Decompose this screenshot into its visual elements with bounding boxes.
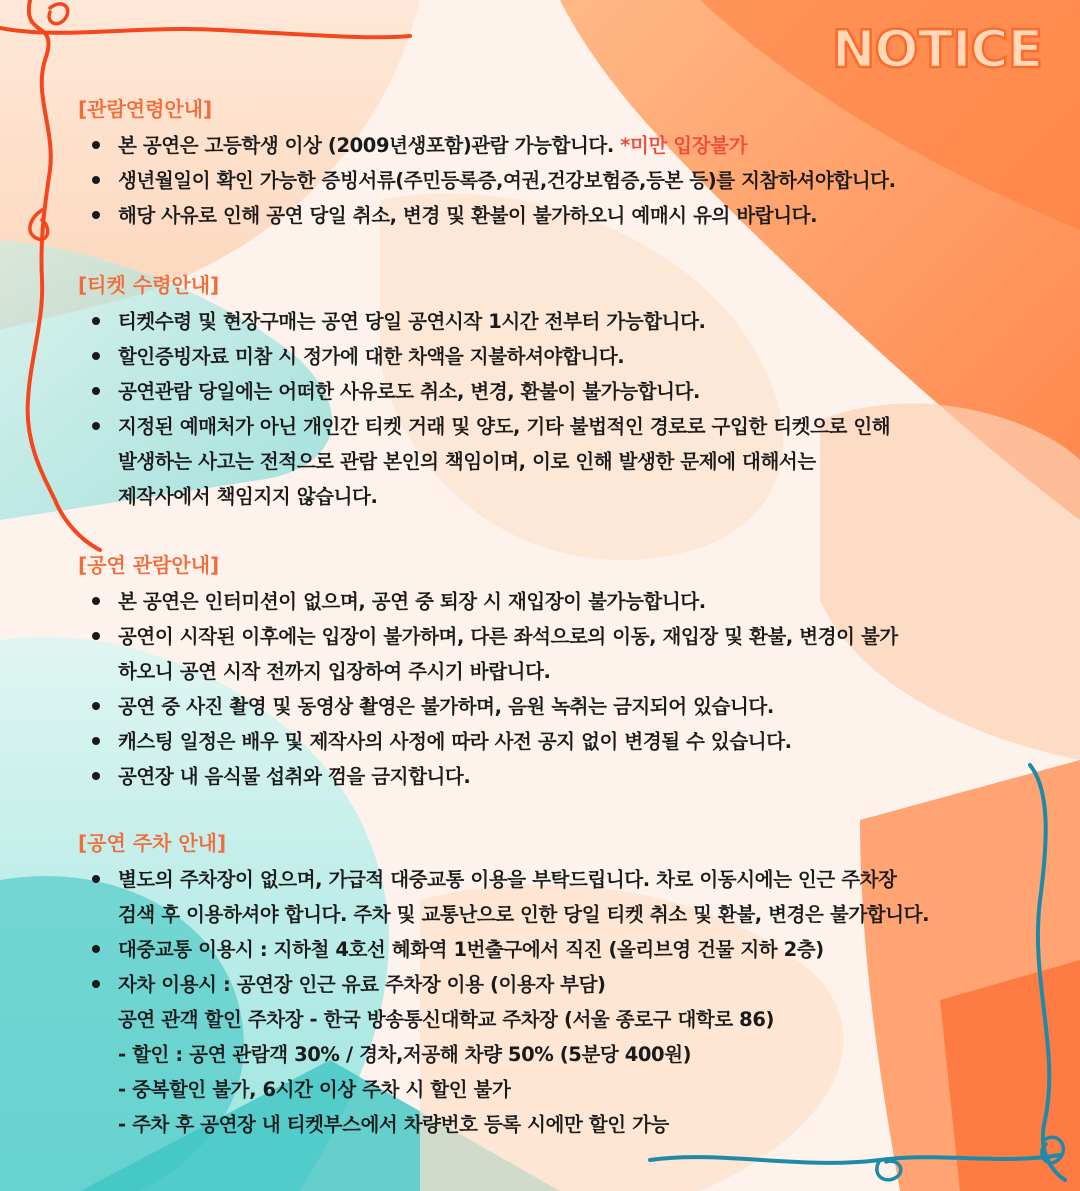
item-text: 공연 중 사진 촬영 및 동영상 촬영은 불가하며, 음원 녹취는 금지되어 있습니다. (118, 695, 774, 718)
section-heading: [공연 관람안내] (78, 553, 220, 577)
item-text: 지정된 예매처가 아닌 개인간 티켓 거래 및 양도, 기타 불법적인 경로로 구입한 티켓으로 인해 (118, 415, 891, 438)
item-text: 본 공연은 고등학생 이상 (2009년생포함)관람 가능합니다. (118, 134, 614, 157)
item-text: 대중교통 이용시 : 지하철 4호선 혜화역 1번출구에서 직진 (올리브영 건물 지하 2층) (118, 938, 824, 961)
list-item (78, 374, 1038, 409)
item-text: 공연관람 당일에는 어떠한 사유로도 취소, 변경, 환불이 불가능합니다. (118, 380, 700, 403)
item-text: 공연장 내 음식물 섭취와 껌을 금지합니다. (118, 765, 471, 788)
list-item (78, 967, 1038, 1142)
item-text: 공연 관객 할인 주차장 - 한국 방송통신대학교 주차장 (서울 종로구 대학로 86) (118, 1008, 775, 1031)
list-item (78, 128, 1038, 163)
section-heading: [티켓 수령안내] (78, 273, 220, 297)
item-text: 하오니 공연 시작 전까지 입장하여 주시기 바랍니다. (118, 660, 551, 683)
item-text: - 중복할인 불가, 6시간 이상 주차 시 할인 불가 (118, 1078, 511, 1101)
list-item (78, 862, 1038, 932)
notice-title: NOTICE (831, 20, 1043, 80)
item-text: 검색 후 이용하셔야 합니다. 주차 및 교통난으로 인한 당일 티켓 취소 및 환불, 변경은 불가합니다. (118, 903, 930, 926)
item-text: 별도의 주차장이 없으며, 가급적 대중교통 이용을 부탁드립니다. 차로 이동시에는 인근 주차장 (118, 868, 897, 891)
list-item (78, 584, 1038, 619)
section-viewing-guide (78, 550, 1038, 794)
section-ticket-pickup (78, 270, 1038, 514)
item-text: 티켓수령 및 현장구매는 공연 당일 공연시작 1시간 전부터 가능합니다. (118, 310, 706, 333)
item-text: 본 공연은 인터미션이 없으며, 공연 중 퇴장 시 재입장이 불가능합니다. (118, 590, 706, 613)
list-item (78, 409, 1038, 514)
list-item (78, 163, 1038, 198)
list-item (78, 304, 1038, 339)
item-text: - 할인 : 공연 관람객 30% / 경차,저공해 차량 50% (5분당 400원) (118, 1043, 692, 1066)
list-item (78, 689, 1038, 724)
item-list (78, 304, 1038, 514)
list-item (78, 198, 1038, 233)
item-text: 공연이 시작된 이후에는 입장이 불가하며, 다른 좌석으로의 이동, 재입장 및 환불, 변경이 불가 (118, 625, 898, 648)
item-list (78, 584, 1038, 794)
warning-text: *미만 입장불가 (620, 134, 748, 157)
item-text: 발생하는 사고는 전적으로 관람 본인의 책임이며, 이로 인해 발생한 문제에 대해서는 (118, 450, 816, 473)
list-item (78, 724, 1038, 759)
section-heading: [공연 주차 안내] (78, 831, 227, 855)
item-text: 할인증빙자료 미참 시 정가에 대한 차액을 지불하셔야합니다. (118, 345, 625, 368)
list-item (78, 932, 1038, 967)
item-text: - 주차 후 공연장 내 티켓부스에서 차량번호 등록 시에만 할인 가능 (118, 1113, 669, 1136)
item-list (78, 128, 1038, 233)
list-item (78, 759, 1038, 794)
item-text: 생년월일이 확인 가능한 증빙서류(주민등록증,여권,건강보험증,등본 등)를 지참하셔야합니다. (118, 169, 896, 192)
item-text: 자차 이용시 : 공연장 인근 유료 주차장 이용 (이용자 부담) (118, 973, 606, 996)
section-heading: [관람연령안내] (78, 97, 213, 121)
item-text: 해당 사유로 인해 공연 당일 취소, 변경 및 환불이 불가하오니 예매시 유의 바랍니다. (118, 204, 818, 227)
section-age-guide (78, 94, 1038, 233)
item-text: 캐스팅 일정은 배우 및 제작사의 사정에 따라 사전 공지 없이 변경될 수 있습니다. (118, 730, 792, 753)
list-item (78, 619, 1038, 689)
section-parking-guide (78, 828, 1038, 1142)
item-text: 제작사에서 책임지지 않습니다. (118, 485, 378, 508)
list-item (78, 339, 1038, 374)
item-list (78, 862, 1038, 1142)
